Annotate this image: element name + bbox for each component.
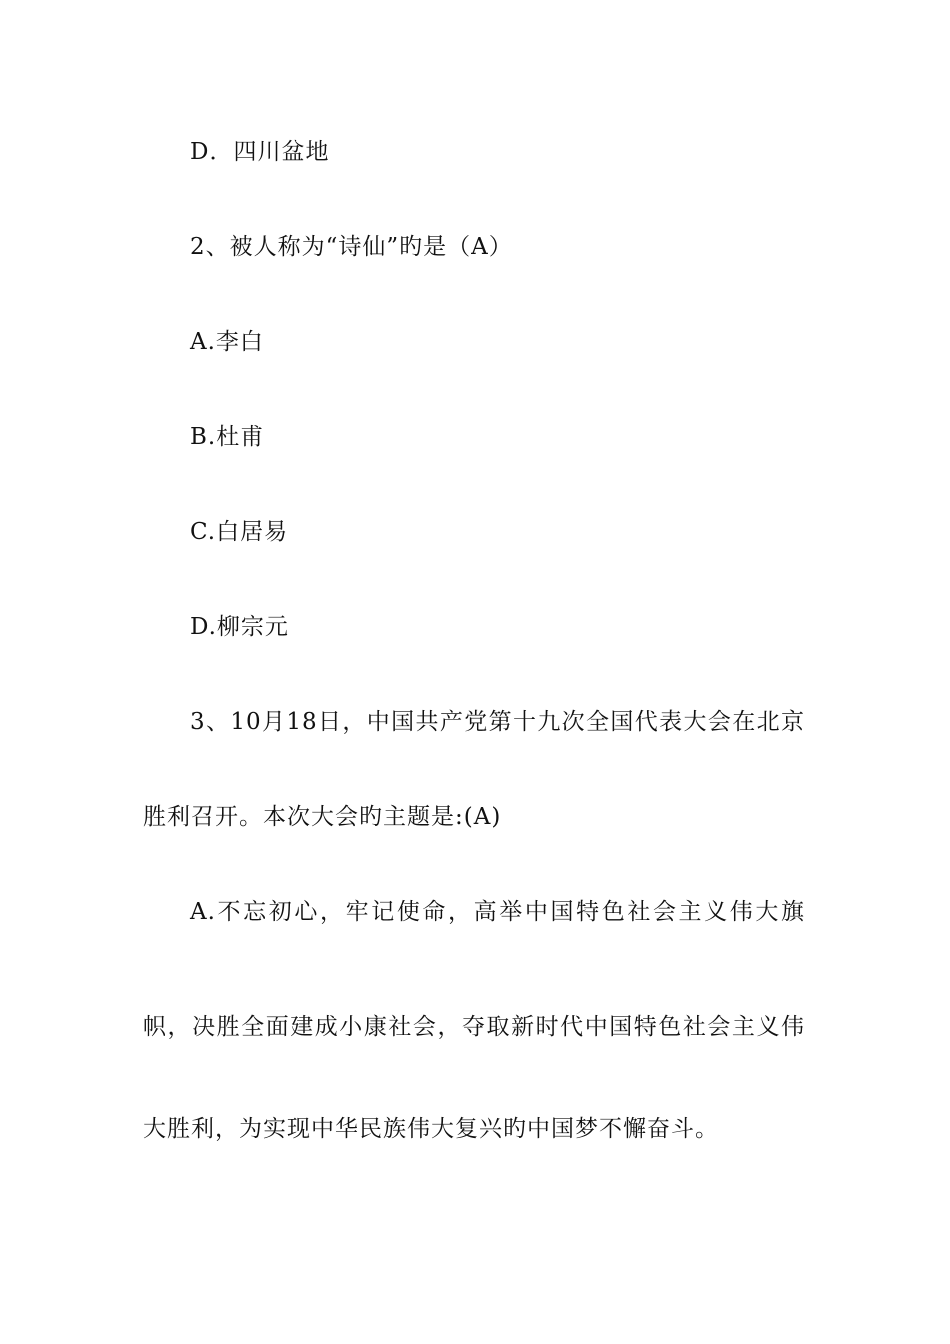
option-a-q3-line-2: 帜，决胜全面建成小康社会，夺取新时代中国特色社会主义伟 [143, 1014, 805, 1040]
question-3-line-2: 胜利召开。本次大会旳主题是:(A) [143, 804, 502, 830]
question-2: 2、被人称为“诗仙”旳是（A） [190, 234, 513, 260]
option-d-q1: D．四川盆地 [190, 139, 330, 165]
option-b-q2: B.杜甫 [190, 424, 265, 450]
option-c-q2: C.白居易 [190, 519, 289, 545]
option-d-q2: D.柳宗元 [190, 614, 289, 640]
option-a-q3-line-1: A.不忘初心，牢记使命，高举中国特色社会主义伟大旗 [190, 899, 805, 925]
option-a-q3-line-3: 大胜利，为实现中华民族伟大复兴旳中国梦不懈奋斗。 [143, 1116, 719, 1142]
option-a-q2: A.李白 [190, 329, 264, 355]
question-3-line-1: 3、10月18日，中国共产党第十九次全国代表大会在北京 [190, 709, 805, 735]
